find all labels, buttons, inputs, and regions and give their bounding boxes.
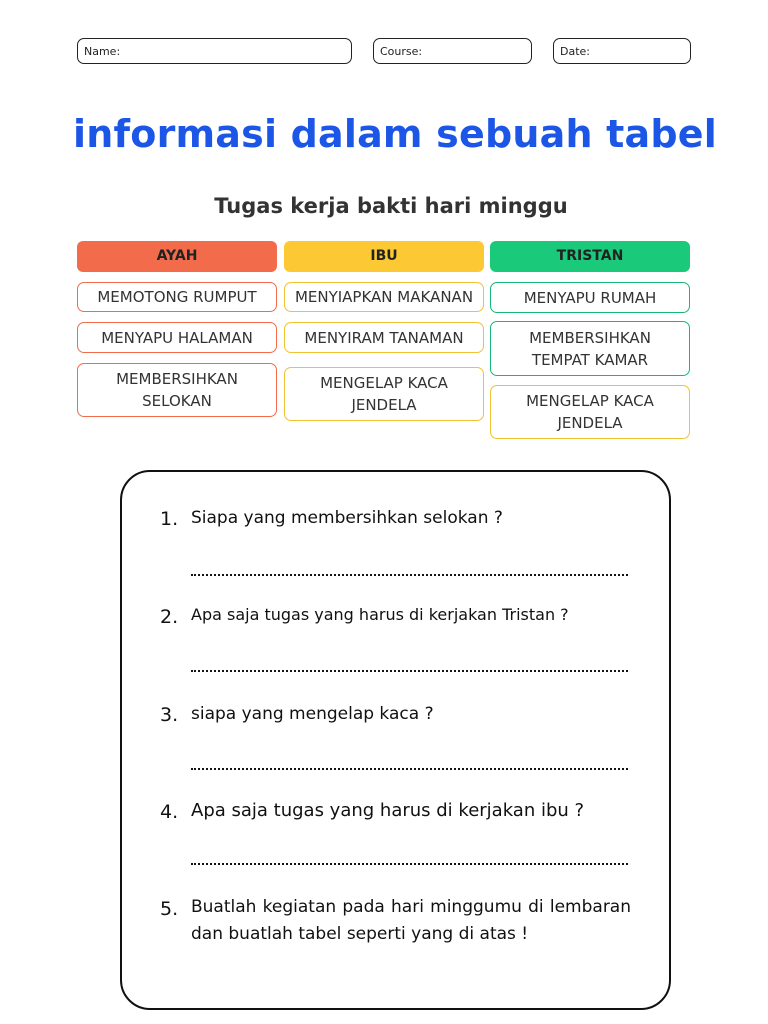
task-cell [490,385,690,439]
name-label: Name: [84,45,121,58]
task-cell: MENYIRAM TANAMAN [284,322,484,353]
question-number: 2. [160,606,179,628]
column-header-ayah: AYAH [77,241,277,272]
task-cell: MENYIAPKAN MAKANAN [284,282,484,312]
course-label: Course: [380,45,423,58]
task-text: MEMBERSIHKAN TEMPAT KAMAR [529,328,651,369]
question-number: 5. [160,898,179,920]
course-field[interactable] [373,38,532,64]
answer-line[interactable] [191,574,628,576]
question-text: Apa saja tugas yang harus di kerjakan ibu ? [191,800,585,821]
question-text: Apa saja tugas yang harus di kerjakan Tristan ? [191,605,569,624]
table-subtitle: Tugas kerja bakti hari minggu [214,194,568,218]
task-text: MENGELAP KACA JENDELA [320,374,448,414]
task-cell: MEMOTONG RUMPUT [77,282,277,312]
task-text: MENGELAP KACA JENDELA [526,392,654,432]
task-text: MEMBERSIHKAN SELOKAN [116,370,238,410]
column-header-tristan: TRISTAN [490,241,690,272]
column-header-ibu: IBU [284,241,484,272]
task-cell [77,363,277,417]
date-field[interactable] [553,38,691,64]
answer-line[interactable] [191,863,628,865]
date-label: Date: [560,45,590,58]
task-cell [284,367,484,421]
task-cell [490,321,690,376]
question-number: 4. [160,801,179,823]
name-field[interactable] [77,38,352,64]
question-text: Siapa yang membersihkan selokan ? [191,508,503,528]
question-number: 3. [160,704,179,726]
answer-line[interactable] [191,768,628,770]
page-title: informasi dalam sebuah tabel [73,112,717,156]
task-cell: MENYAPU RUMAH [490,282,690,313]
answer-line[interactable] [191,670,628,672]
task-cell: MENYAPU HALAMAN [77,322,277,353]
question-number: 1. [160,508,179,530]
question-text: Buatlah kegiatan pada hari minggumu di lembaran dan buatlah tabel seperti yang di atas ! [191,897,631,944]
question-text: siapa yang mengelap kaca ? [191,704,434,724]
